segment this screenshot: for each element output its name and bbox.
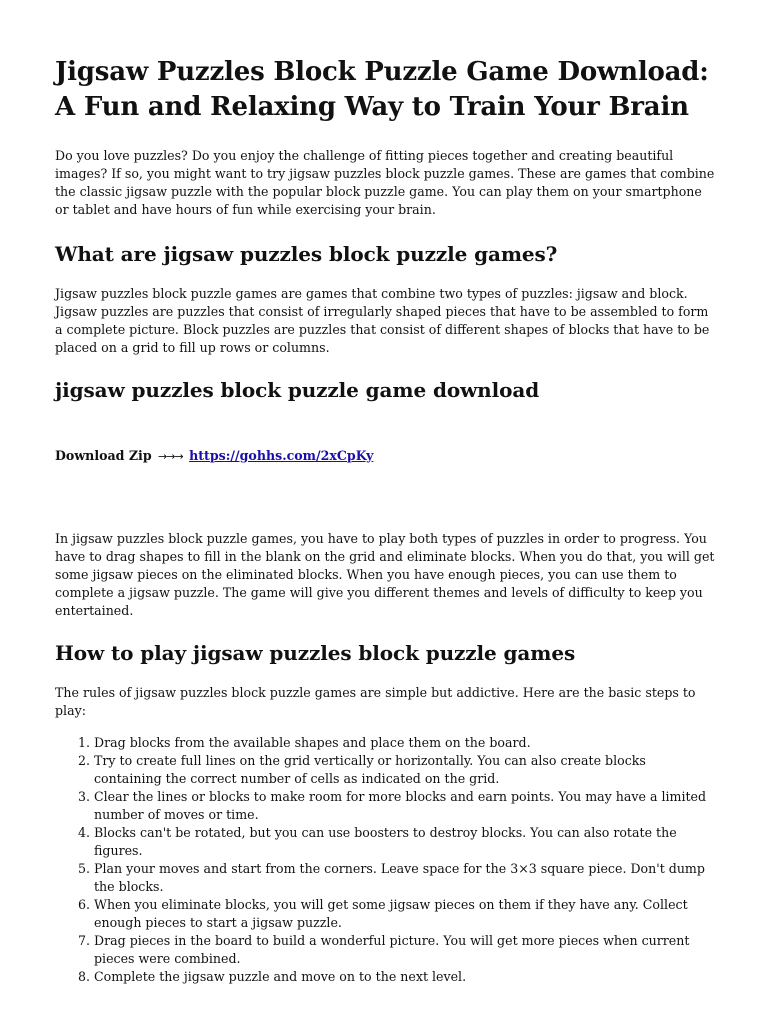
list-item: 5. Plan your moves and start from the corners. Leave space for the 3×3 square piece. Don't dump the blocks. [94, 860, 715, 896]
list-item: 1. Drag blocks from the available shapes and place them on the board. [94, 734, 715, 752]
list-item: 3. Clear the lines or blocks to make room for more blocks and earn points. You may have a limited number of moves or time. [94, 788, 715, 824]
list-item: 4. Blocks can't be rotated, but you can use boosters to destroy blocks. You can also rotate the figures. [94, 824, 715, 860]
list-item: 8. Complete the jigsaw puzzle and move on to the next level. [94, 968, 715, 986]
list-item: 6. When you eliminate blocks, you will get some jigsaw pieces on them if they have any. Collect enough pieces to start a jigsaw puzzle. [94, 896, 715, 932]
arrow-icons: →→→ [158, 450, 183, 463]
list-item: 7. Drag pieces in the board to build a wonderful picture. You will get more pieces when current pieces were combined. [94, 932, 715, 968]
page-title: Jigsaw Puzzles Block Puzzle Game Download: A Fun and Relaxing Way to Train Your Brain [55, 57, 709, 122]
progress-paragraph: In jigsaw puzzles block puzzle games, you have to play both types of puzzles in order to progress. You have to drag shapes to fill in the blank on the grid and eliminate blocks. When you do that, you will get some jigsaw pieces on the eliminated blocks. When you have enough pieces, you can use them to complete a jigsaw puzzle. The game will give you different themes and levels of difficulty to keep you entertained. [55, 531, 715, 618]
download-line [55, 447, 715, 466]
rules-intro-paragraph: The rules of jigsaw puzzles block puzzle games are simple but addictive. Here are the basic steps to play: [55, 685, 696, 718]
heading-how-to-play: How to play jigsaw puzzles block puzzle games [55, 641, 576, 665]
what-are-paragraph: Jigsaw puzzles block puzzle games are games that combine two types of puzzles: jigsaw and block. Jigsaw puzzles are puzzles that consist of irregularly shaped pieces that have to be assembled to form a complete picture. Block puzzles are puzzles that consist of different shapes of blocks that have to be placed on a grid to fill up rows or columns. [55, 286, 710, 355]
steps-list [55, 734, 715, 986]
intro-paragraph: Do you love puzzles? Do you enjoy the challenge of fitting pieces together and creating beautiful images? If so, you might want to try jigsaw puzzles block puzzle games. These are games that combine the classic jigsaw puzzle with the popular block puzzle game. You can play them on your smartphone or tablet and have hours of fun while exercising your brain. [55, 148, 715, 217]
heading-download: jigsaw puzzles block puzzle game download [55, 378, 540, 402]
list-item: 2. Try to create full lines on the grid vertically or horizontally. You can also create blocks containing the correct number of cells as indicated on the grid. [94, 752, 715, 788]
download-label: Download Zip [55, 448, 152, 463]
download-link[interactable]: https://gohhs.com/2xCpKy [189, 448, 374, 463]
heading-what-are: What are jigsaw puzzles block puzzle games? [55, 242, 558, 266]
